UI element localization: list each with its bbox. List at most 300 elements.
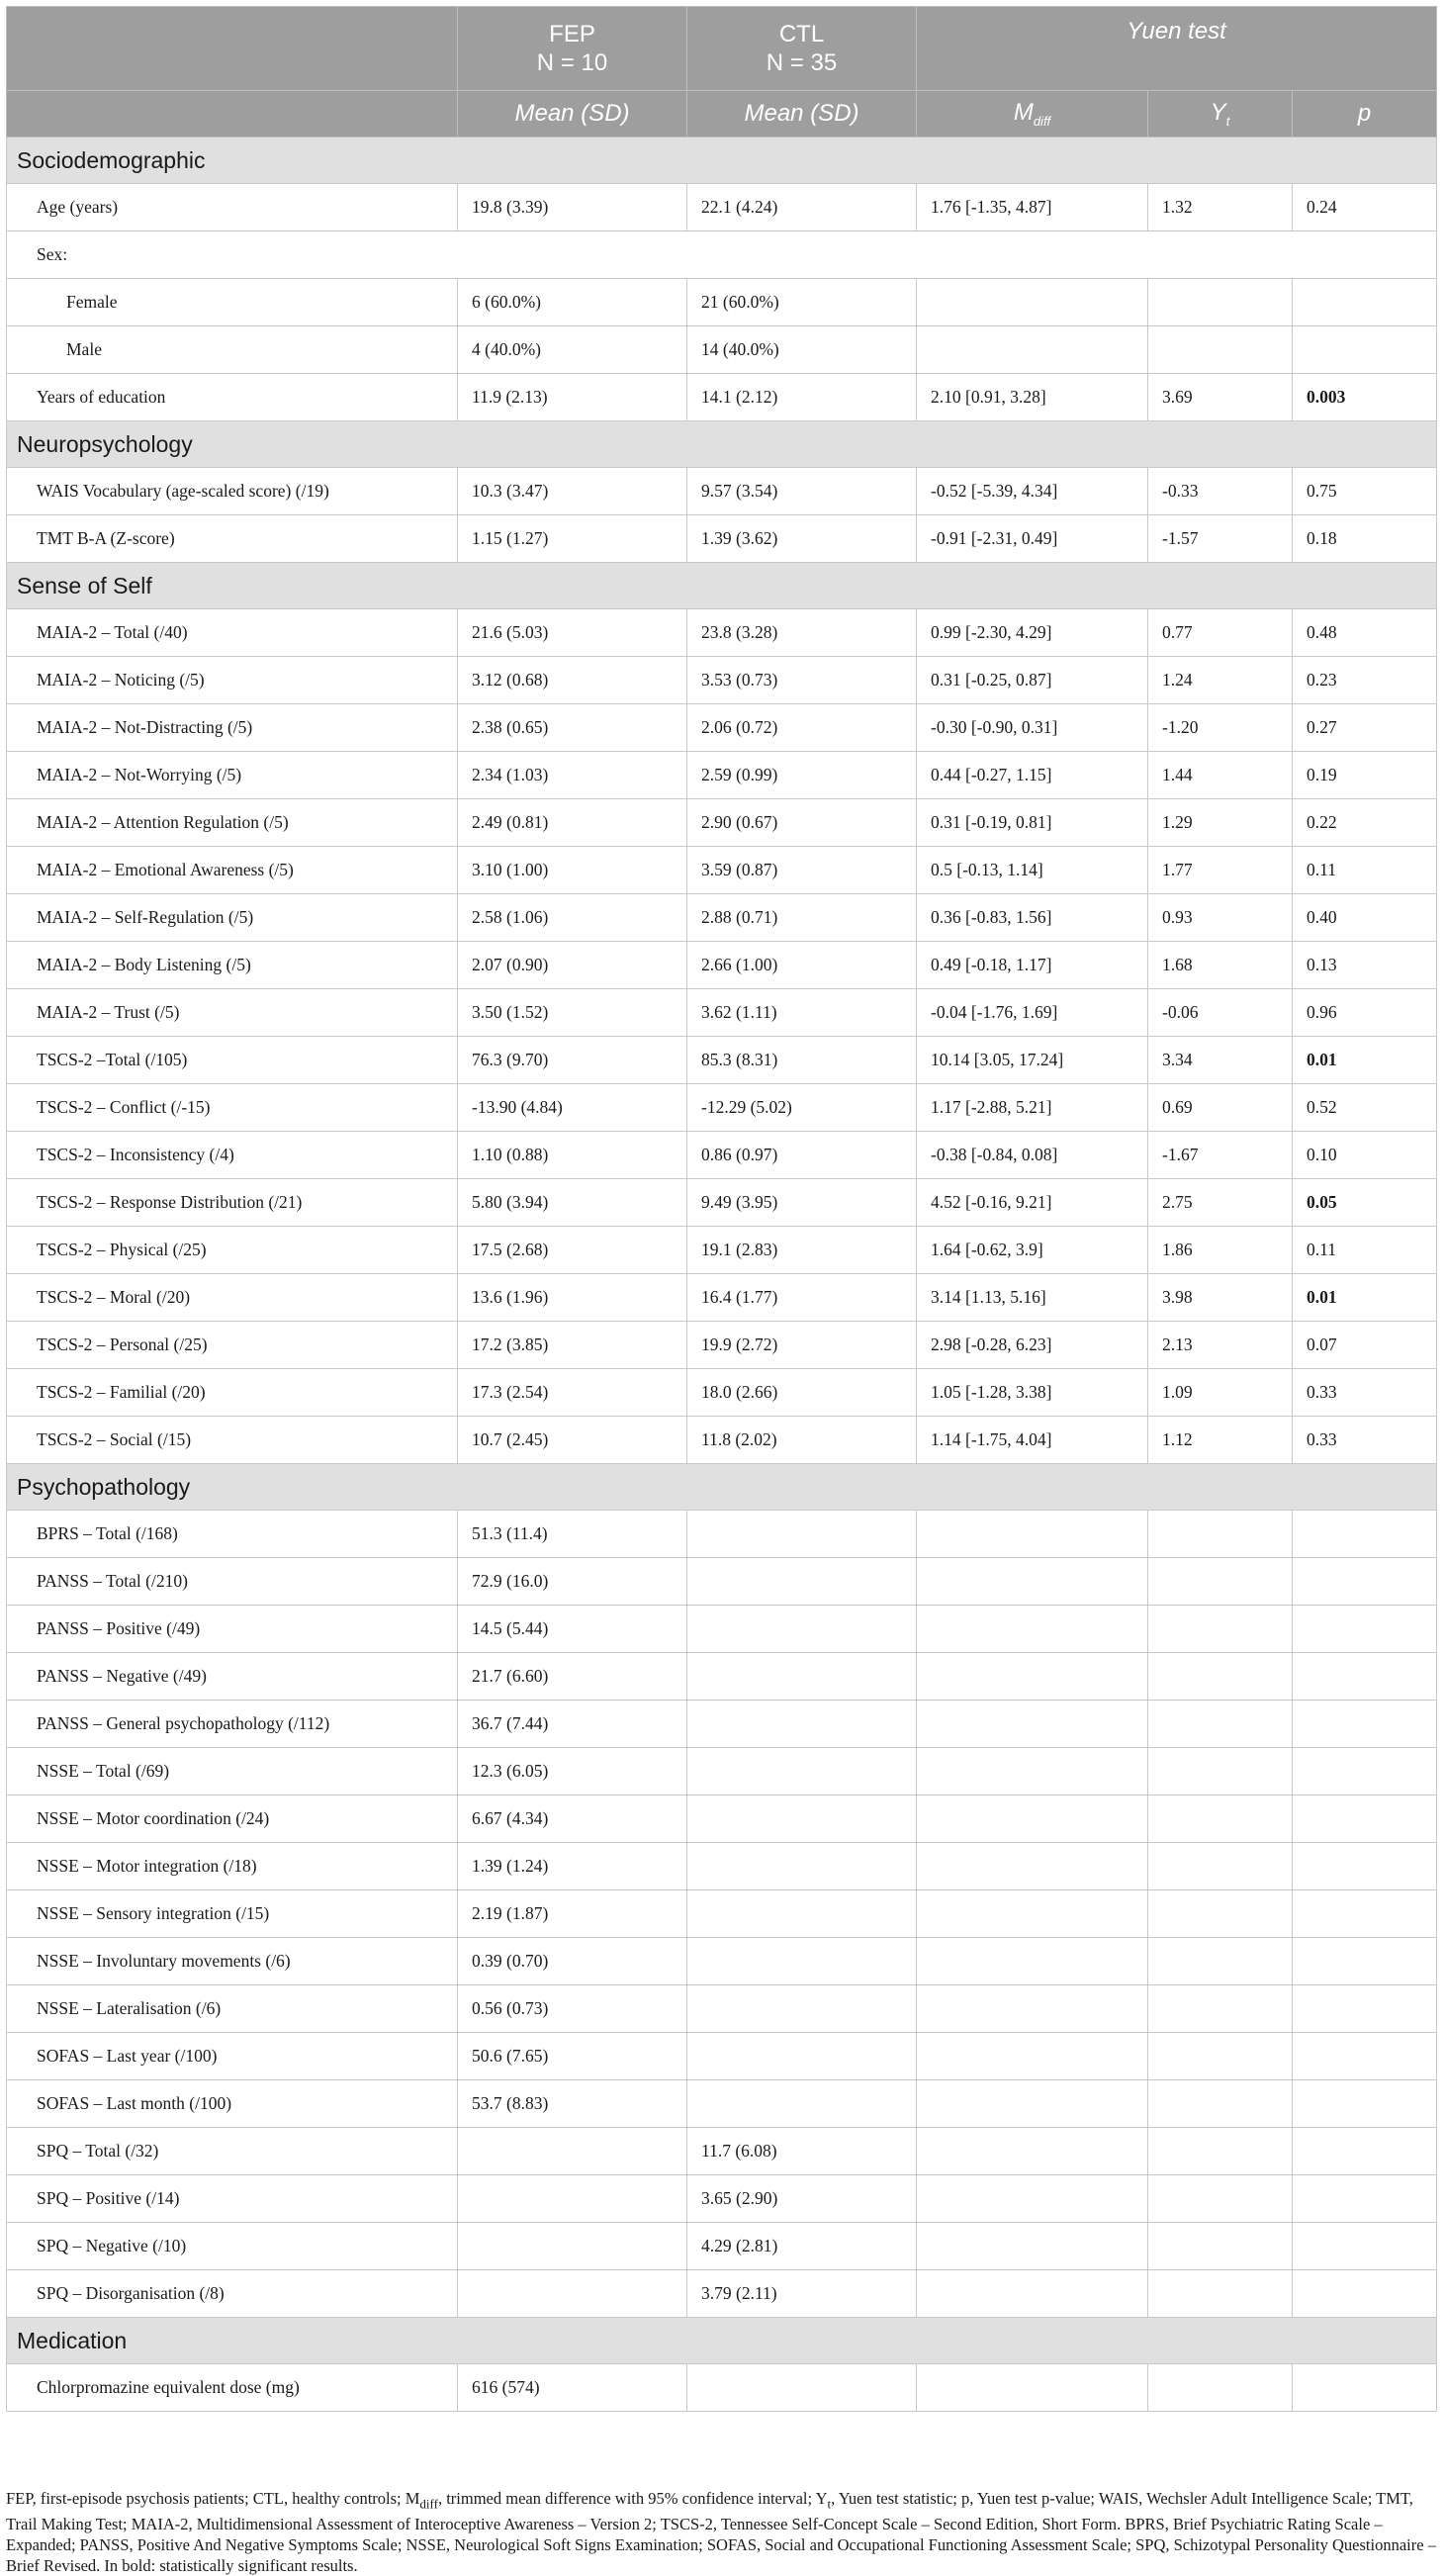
cell-p: 0.18: [1293, 515, 1437, 563]
section-header: [7, 1464, 1437, 1511]
cell-p: 0.33: [1293, 1369, 1437, 1417]
row-label: PANSS – General psychopathology (/112): [7, 1701, 458, 1748]
row-label: NSSE – Motor coordination (/24): [7, 1795, 458, 1843]
cell-fep: 2.07 (0.90): [458, 942, 687, 989]
cell-p: [1293, 2033, 1437, 2080]
cell-yt: 0.77: [1148, 609, 1293, 657]
cell-mdiff: [917, 1558, 1148, 1606]
cell-ctl: [687, 1606, 917, 1653]
cell-yt: 0.93: [1148, 894, 1293, 942]
cell-p: 0.22: [1293, 799, 1437, 847]
cell-mdiff: [917, 1843, 1148, 1890]
table-row: [7, 1843, 1437, 1890]
ctl-n: N = 35: [766, 49, 838, 76]
cell-yt: [1148, 1701, 1293, 1748]
table-row: [7, 752, 1437, 799]
cell-p: [1293, 1795, 1437, 1843]
cell-ctl: 3.59 (0.87): [687, 847, 917, 894]
cell-mdiff: 1.14 [-1.75, 4.04]: [917, 1417, 1148, 1464]
cell-yt: 3.69: [1148, 374, 1293, 421]
section-title: Sense of Self: [7, 563, 1437, 609]
cell-fep: 2.19 (1.87): [458, 1890, 687, 1938]
cell-p: 0.11: [1293, 1227, 1437, 1274]
table-row: [7, 1511, 1437, 1558]
cell-mdiff: -0.52 [-5.39, 4.34]: [917, 468, 1148, 515]
header-empty-cell-2: [7, 91, 458, 138]
row-label: TSCS-2 – Response Distribution (/21): [7, 1179, 458, 1227]
cell-fep: 1.39 (1.24): [458, 1843, 687, 1890]
cell-mdiff: 1.64 [-0.62, 3.9]: [917, 1227, 1148, 1274]
cell-p: 0.01: [1293, 1037, 1437, 1084]
row-label: TSCS-2 – Physical (/25): [7, 1227, 458, 1274]
cell-fep: 50.6 (7.65): [458, 2033, 687, 2080]
cell-fep: 3.10 (1.00): [458, 847, 687, 894]
section-title: Medication: [7, 2318, 1437, 2364]
table-row: [7, 1417, 1437, 1464]
yt-sub: t: [1225, 113, 1230, 129]
cell-p: [1293, 1701, 1437, 1748]
row-label: MAIA-2 – Trust (/5): [7, 989, 458, 1037]
row-label: PANSS – Positive (/49): [7, 1606, 458, 1653]
cell-mdiff: [917, 2175, 1148, 2223]
row-label: WAIS Vocabulary (age-scaled score) (/19): [7, 468, 458, 515]
table-row: [7, 799, 1437, 847]
cell-p: 0.27: [1293, 704, 1437, 752]
section-title: Neuropsychology: [7, 421, 1437, 468]
header-mean-sd-fep: Mean (SD): [458, 91, 687, 138]
cell-fep: 2.38 (0.65): [458, 704, 687, 752]
cell-yt: 1.44: [1148, 752, 1293, 799]
cell-mdiff: 1.17 [-2.88, 5.21]: [917, 1084, 1148, 1132]
header-row-groups: [7, 7, 1437, 91]
cell-p: 0.11: [1293, 847, 1437, 894]
cell-fep: [458, 2128, 687, 2175]
cell-p: [1293, 1653, 1437, 1701]
table-row: [7, 1890, 1437, 1938]
cell-yt: 1.24: [1148, 657, 1293, 704]
cell-fep: 76.3 (9.70): [458, 1037, 687, 1084]
cell-p: 0.07: [1293, 1322, 1437, 1369]
cell-p: [1293, 279, 1437, 326]
cell-ctl: [687, 1653, 917, 1701]
cell-yt: -1.67: [1148, 1132, 1293, 1179]
cell-fep: 6 (60.0%): [458, 279, 687, 326]
row-label: TSCS-2 – Moral (/20): [7, 1274, 458, 1322]
cell-fep: 1.10 (0.88): [458, 1132, 687, 1179]
cell-ctl: [687, 1748, 917, 1795]
cell-fep: 10.7 (2.45): [458, 1417, 687, 1464]
cell-mdiff: [917, 2270, 1148, 2318]
ctl-name: CTL: [778, 21, 825, 47]
cell-mdiff: -0.30 [-0.90, 0.31]: [917, 704, 1148, 752]
header-mdiff: [917, 91, 1148, 138]
cell-yt: [1148, 1890, 1293, 1938]
cell-p: 0.96: [1293, 989, 1437, 1037]
cell-mdiff: 0.31 [-0.25, 0.87]: [917, 657, 1148, 704]
table-row: [7, 847, 1437, 894]
table-row: [7, 374, 1437, 421]
table-row: [7, 515, 1437, 563]
table-row: [7, 2080, 1437, 2128]
table-row: [7, 1558, 1437, 1606]
table-row: [7, 1369, 1437, 1417]
cell-mdiff: [917, 2033, 1148, 2080]
section-header: [7, 563, 1437, 609]
cell-p: [1293, 2175, 1437, 2223]
cell-ctl: [687, 1890, 917, 1938]
cell-yt: 2.13: [1148, 1322, 1293, 1369]
cell-yt: 1.12: [1148, 1417, 1293, 1464]
cell-yt: [1148, 279, 1293, 326]
cell-mdiff: -0.91 [-2.31, 0.49]: [917, 515, 1148, 563]
cell-p: 0.33: [1293, 1417, 1437, 1464]
table-row: [7, 2033, 1437, 2080]
mdiff-main: M: [1013, 99, 1034, 127]
row-label: SPQ – Total (/32): [7, 2128, 458, 2175]
cell-p: [1293, 1606, 1437, 1653]
cell-p: 0.13: [1293, 942, 1437, 989]
table-row: [7, 2128, 1437, 2175]
cell-mdiff: 1.05 [-1.28, 3.38]: [917, 1369, 1148, 1417]
cell-ctl: 2.90 (0.67): [687, 799, 917, 847]
row-label: SPQ – Negative (/10): [7, 2223, 458, 2270]
row-label: Sex:: [7, 231, 1437, 279]
cell-mdiff: [917, 2364, 1148, 2412]
cell-mdiff: [917, 1606, 1148, 1653]
table-row: [7, 1985, 1437, 2033]
cell-fep: 0.39 (0.70): [458, 1938, 687, 1985]
row-label: Years of education: [7, 374, 458, 421]
cell-ctl: [687, 1985, 917, 2033]
cell-fep: 3.50 (1.52): [458, 989, 687, 1037]
cell-ctl: [687, 1843, 917, 1890]
cell-ctl: 4.29 (2.81): [687, 2223, 917, 2270]
cell-fep: 53.7 (8.83): [458, 2080, 687, 2128]
header-p: p: [1293, 91, 1437, 138]
cell-fep: 17.3 (2.54): [458, 1369, 687, 1417]
cell-mdiff: [917, 1938, 1148, 1985]
cell-ctl: 0.86 (0.97): [687, 1132, 917, 1179]
row-label: NSSE – Involuntary movements (/6): [7, 1938, 458, 1985]
table-row: [7, 2175, 1437, 2223]
cell-fep: 4 (40.0%): [458, 326, 687, 374]
table-row: [7, 609, 1437, 657]
cell-yt: 1.29: [1148, 799, 1293, 847]
cell-p: [1293, 2223, 1437, 2270]
row-label: SPQ – Positive (/14): [7, 2175, 458, 2223]
row-label: TSCS-2 – Social (/15): [7, 1417, 458, 1464]
header-row-stats: [7, 91, 1437, 138]
cell-mdiff: -0.38 [-0.84, 0.08]: [917, 1132, 1148, 1179]
cell-fep: 19.8 (3.39): [458, 184, 687, 231]
header-mean-sd-ctl: Mean (SD): [687, 91, 917, 138]
cell-p: [1293, 1938, 1437, 1985]
table-row: [7, 1132, 1437, 1179]
table-row: [7, 1084, 1437, 1132]
cell-yt: 1.77: [1148, 847, 1293, 894]
row-label: TMT B-A (Z-score): [7, 515, 458, 563]
cell-ctl: 2.06 (0.72): [687, 704, 917, 752]
section-header: [7, 138, 1437, 184]
cell-yt: [1148, 1653, 1293, 1701]
cell-ctl: [687, 1938, 917, 1985]
fep-name: FEP: [549, 21, 595, 47]
yt-main: Y: [1210, 99, 1226, 127]
cell-ctl: 3.79 (2.11): [687, 2270, 917, 2318]
cell-fep: 21.7 (6.60): [458, 1653, 687, 1701]
row-label: MAIA-2 – Self-Regulation (/5): [7, 894, 458, 942]
cell-fep: 3.12 (0.68): [458, 657, 687, 704]
cell-yt: -1.20: [1148, 704, 1293, 752]
cell-p: [1293, 1985, 1437, 2033]
row-label: NSSE – Lateralisation (/6): [7, 1985, 458, 2033]
table-row: [7, 657, 1437, 704]
table-row: [7, 2270, 1437, 2318]
cell-fep: 10.3 (3.47): [458, 468, 687, 515]
cell-mdiff: 2.10 [0.91, 3.28]: [917, 374, 1148, 421]
cell-fep: -13.90 (4.84): [458, 1084, 687, 1132]
cell-p: [1293, 2270, 1437, 2318]
cell-p: 0.48: [1293, 609, 1437, 657]
cell-ctl: 11.8 (2.02): [687, 1417, 917, 1464]
cell-ctl: 3.62 (1.11): [687, 989, 917, 1037]
cell-yt: [1148, 1748, 1293, 1795]
cell-ctl: 16.4 (1.77): [687, 1274, 917, 1322]
cell-mdiff: [917, 1985, 1148, 2033]
cell-ctl: 19.1 (2.83): [687, 1227, 917, 1274]
cell-mdiff: [917, 279, 1148, 326]
cell-ctl: 18.0 (2.66): [687, 1369, 917, 1417]
cell-ctl: 85.3 (8.31): [687, 1037, 917, 1084]
cell-yt: [1148, 1511, 1293, 1558]
cell-ctl: 14 (40.0%): [687, 326, 917, 374]
cell-p: [1293, 2364, 1437, 2412]
cell-mdiff: 2.98 [-0.28, 6.23]: [917, 1322, 1148, 1369]
cell-ctl: -12.29 (5.02): [687, 1084, 917, 1132]
cell-fep: 1.15 (1.27): [458, 515, 687, 563]
table-row: [7, 1748, 1437, 1795]
cell-mdiff: [917, 326, 1148, 374]
cell-p: 0.40: [1293, 894, 1437, 942]
cell-mdiff: [917, 2128, 1148, 2175]
cell-mdiff: 0.99 [-2.30, 4.29]: [917, 609, 1148, 657]
cell-yt: 3.98: [1148, 1274, 1293, 1322]
cell-p: [1293, 1748, 1437, 1795]
cell-yt: [1148, 326, 1293, 374]
cell-ctl: [687, 2364, 917, 2412]
cell-yt: 2.75: [1148, 1179, 1293, 1227]
cell-fep: 12.3 (6.05): [458, 1748, 687, 1795]
mdiff-sub: diff: [1033, 113, 1051, 129]
cell-p: [1293, 1511, 1437, 1558]
cell-yt: [1148, 2223, 1293, 2270]
cell-ctl: [687, 2033, 917, 2080]
footnote-part-2: , trimmed mean difference with 95% confidence interval; Y: [437, 2489, 828, 2508]
cell-mdiff: [917, 1653, 1148, 1701]
cell-ctl: 2.66 (1.00): [687, 942, 917, 989]
table-row: [7, 2223, 1437, 2270]
cell-p: 0.75: [1293, 468, 1437, 515]
row-label: NSSE – Sensory integration (/15): [7, 1890, 458, 1938]
cell-ctl: [687, 1701, 917, 1748]
row-label: Male: [7, 326, 458, 374]
cell-fep: 2.49 (0.81): [458, 799, 687, 847]
row-label: TSCS-2 – Familial (/20): [7, 1369, 458, 1417]
cell-yt: [1148, 2270, 1293, 2318]
table-row: [7, 1037, 1437, 1084]
table-row: [7, 184, 1437, 231]
footnote-part-1: FEP, first-episode psychosis patients; CTL, healthy controls; M: [6, 2489, 420, 2508]
row-label: SOFAS – Last month (/100): [7, 2080, 458, 2128]
table-row: [7, 1274, 1437, 1322]
row-label: TSCS-2 – Conflict (/-15): [7, 1084, 458, 1132]
table-row: [7, 326, 1437, 374]
table-row: [7, 1701, 1437, 1748]
cell-fep: 11.9 (2.13): [458, 374, 687, 421]
table-row: [7, 1179, 1437, 1227]
section-header: [7, 2318, 1437, 2364]
cell-p: 0.23: [1293, 657, 1437, 704]
cell-p: [1293, 326, 1437, 374]
cell-mdiff: 10.14 [3.05, 17.24]: [917, 1037, 1148, 1084]
cell-p: 0.01: [1293, 1274, 1437, 1322]
cell-mdiff: [917, 1795, 1148, 1843]
cell-yt: 0.69: [1148, 1084, 1293, 1132]
cell-fep: 51.3 (11.4): [458, 1511, 687, 1558]
row-label: MAIA-2 – Not-Worrying (/5): [7, 752, 458, 799]
cell-mdiff: 0.36 [-0.83, 1.56]: [917, 894, 1148, 942]
cell-yt: 1.32: [1148, 184, 1293, 231]
fep-n: N = 10: [536, 49, 608, 76]
cell-yt: 1.86: [1148, 1227, 1293, 1274]
cell-fep: 2.58 (1.06): [458, 894, 687, 942]
cell-mdiff: 0.49 [-0.18, 1.17]: [917, 942, 1148, 989]
cell-p: [1293, 1558, 1437, 1606]
row-label: SPQ – Disorganisation (/8): [7, 2270, 458, 2318]
table-row: [7, 942, 1437, 989]
cell-ctl: 2.88 (0.71): [687, 894, 917, 942]
cell-ctl: [687, 2080, 917, 2128]
row-label: MAIA-2 – Body Listening (/5): [7, 942, 458, 989]
row-label: NSSE – Total (/69): [7, 1748, 458, 1795]
cell-p: [1293, 2128, 1437, 2175]
section-title: Sociodemographic: [7, 138, 1437, 184]
cell-fep: [458, 2175, 687, 2223]
cell-p: [1293, 1890, 1437, 1938]
header-ctl: [687, 7, 917, 91]
cell-ctl: 9.57 (3.54): [687, 468, 917, 515]
cell-mdiff: -0.04 [-1.76, 1.69]: [917, 989, 1148, 1037]
row-label: BPRS – Total (/168): [7, 1511, 458, 1558]
cell-ctl: 1.39 (3.62): [687, 515, 917, 563]
cell-fep: 2.34 (1.03): [458, 752, 687, 799]
table-row: [7, 704, 1437, 752]
cell-yt: -0.33: [1148, 468, 1293, 515]
cell-yt: 1.68: [1148, 942, 1293, 989]
cell-mdiff: 3.14 [1.13, 5.16]: [917, 1274, 1148, 1322]
header-yt: [1148, 91, 1293, 138]
cell-ctl: 19.9 (2.72): [687, 1322, 917, 1369]
cell-yt: [1148, 2175, 1293, 2223]
cell-ctl: 22.1 (4.24): [687, 184, 917, 231]
cell-ctl: [687, 1795, 917, 1843]
table-row: [7, 231, 1437, 279]
row-label: TSCS-2 – Inconsistency (/4): [7, 1132, 458, 1179]
row-label: NSSE – Motor integration (/18): [7, 1843, 458, 1890]
table-row: [7, 1653, 1437, 1701]
cell-p: 0.003: [1293, 374, 1437, 421]
cell-ctl: [687, 1511, 917, 1558]
footnote-sub-1: diff: [419, 2496, 438, 2512]
table-body: [7, 138, 1437, 2412]
row-label: MAIA-2 – Noticing (/5): [7, 657, 458, 704]
cell-mdiff: 1.76 [-1.35, 4.87]: [917, 184, 1148, 231]
cell-fep: 616 (574): [458, 2364, 687, 2412]
cell-yt: 1.09: [1148, 1369, 1293, 1417]
cell-fep: 5.80 (3.94): [458, 1179, 687, 1227]
table-row: [7, 1322, 1437, 1369]
header-empty-cell: [7, 7, 458, 91]
table-row: [7, 279, 1437, 326]
row-label: MAIA-2 – Emotional Awareness (/5): [7, 847, 458, 894]
row-label: Age (years): [7, 184, 458, 231]
cell-fep: 6.67 (4.34): [458, 1795, 687, 1843]
cell-yt: 3.34: [1148, 1037, 1293, 1084]
cell-p: [1293, 1843, 1437, 1890]
cell-ctl: 3.53 (0.73): [687, 657, 917, 704]
cell-ctl: 14.1 (2.12): [687, 374, 917, 421]
row-label: TSCS-2 –Total (/105): [7, 1037, 458, 1084]
table-row: [7, 1938, 1437, 1985]
cell-yt: [1148, 1795, 1293, 1843]
row-label: PANSS – Negative (/49): [7, 1653, 458, 1701]
table-row: [7, 894, 1437, 942]
cell-yt: -1.57: [1148, 515, 1293, 563]
cell-ctl: 3.65 (2.90): [687, 2175, 917, 2223]
results-table-container: [6, 6, 1436, 2412]
row-label: Chlorpromazine equivalent dose (mg): [7, 2364, 458, 2412]
cell-fep: 21.6 (5.03): [458, 609, 687, 657]
cell-fep: 14.5 (5.44): [458, 1606, 687, 1653]
cell-fep: 72.9 (16.0): [458, 1558, 687, 1606]
cell-mdiff: 0.44 [-0.27, 1.15]: [917, 752, 1148, 799]
table-row: [7, 1227, 1437, 1274]
cell-mdiff: [917, 1701, 1148, 1748]
table-row: [7, 1795, 1437, 1843]
table-row: [7, 989, 1437, 1037]
cell-mdiff: [917, 2223, 1148, 2270]
cell-fep: [458, 2223, 687, 2270]
cell-fep: 0.56 (0.73): [458, 1985, 687, 2033]
cell-ctl: 11.7 (6.08): [687, 2128, 917, 2175]
row-label: SOFAS – Last year (/100): [7, 2033, 458, 2080]
cell-p: 0.52: [1293, 1084, 1437, 1132]
row-label: Female: [7, 279, 458, 326]
cell-mdiff: [917, 1511, 1148, 1558]
row-label: MAIA-2 – Total (/40): [7, 609, 458, 657]
cell-fep: 36.7 (7.44): [458, 1701, 687, 1748]
cell-fep: 13.6 (1.96): [458, 1274, 687, 1322]
cell-ctl: 23.8 (3.28): [687, 609, 917, 657]
cell-p: [1293, 2080, 1437, 2128]
cell-yt: [1148, 1558, 1293, 1606]
cell-yt: -0.06: [1148, 989, 1293, 1037]
table-row: [7, 468, 1437, 515]
cell-ctl: 2.59 (0.99): [687, 752, 917, 799]
cell-mdiff: [917, 2080, 1148, 2128]
footnote-part-3: , Yuen test statistic; p, Yuen test p-value; WAIS, Wechsler Adult Intelligence Scale; TMT, Trail Making Test; MAIA-2, Multidimensional Assessment of Interoceptive Awareness – Version 2; TSCS-2, Tennessee Self-Concept Scale – Second Edition, Short Form. BPRS, Brief Psychiatric Rating Scale – Expanded; PANSS, Positive And Negative Symptoms Scale; NSSE, Neurological Soft Signs Examination; SOFAS, Social and Occupational Functioning Assessment Scale; SPQ, Schizotypal Personality Questionnaire – Brief Revised. In bold: statistically significant results.: [6, 2489, 1436, 2576]
cell-yt: [1148, 2080, 1293, 2128]
